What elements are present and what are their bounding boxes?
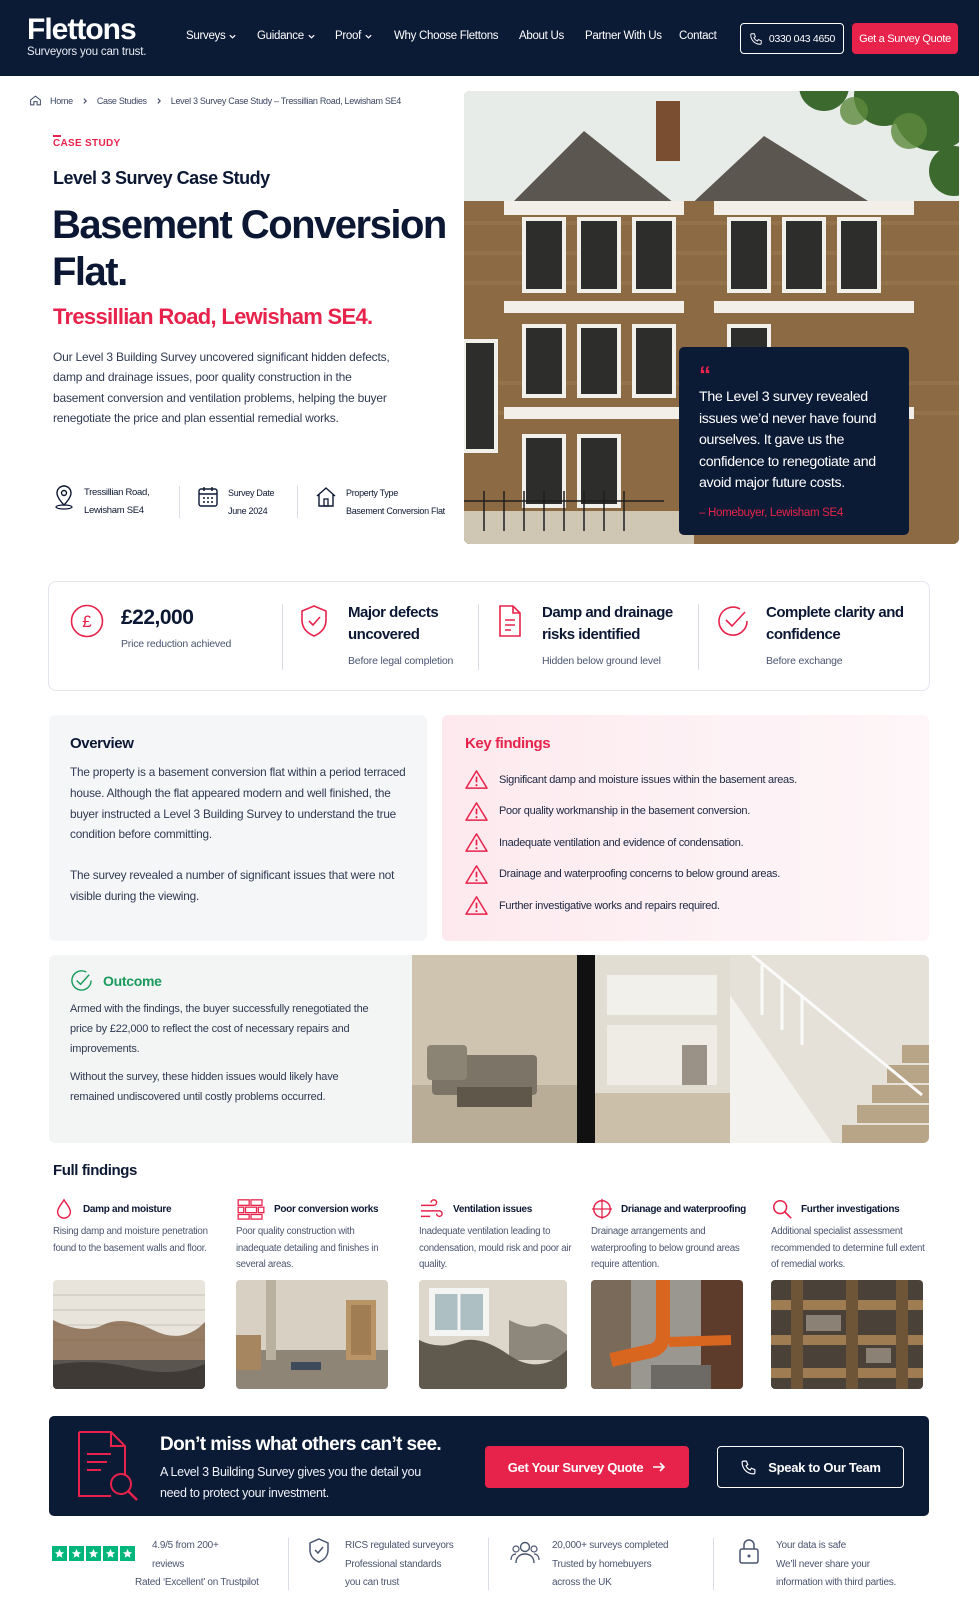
stats-bar — [48, 581, 930, 691]
logo-tagline: Surveyors you can trust. — [27, 46, 147, 58]
chevron-right-icon — [81, 97, 89, 105]
logo[interactable] — [27, 14, 146, 58]
phone-number: 0330 043 4650 — [768, 32, 836, 45]
home-icon[interactable] — [29, 94, 42, 107]
overview-paragraph-1: The property is a basement conversion flat within a period terraced house. Although the flat appeared modern and well finished, the buyer instructed a Level 3 Building Survey to understand the true condition before committing. — [70, 765, 406, 842]
finding-card-conversion — [236, 1198, 394, 1389]
full-findings-heading: Full findings — [53, 1162, 137, 1179]
stat-title: Major defects uncovered — [348, 604, 439, 643]
finding-desc: Rising damp and moisture penetration found to the basement walls and floor. — [53, 1226, 208, 1254]
drain-pipe-photo — [591, 1280, 743, 1389]
nav-label: Contact — [679, 30, 717, 42]
rating-line1: 4.9/5 from 200+ — [152, 1540, 219, 1551]
warning-icon — [465, 864, 488, 885]
outcome-heading-text: Outcome — [103, 972, 162, 989]
chevron-down-icon — [228, 32, 237, 41]
stat-title: Damp and drainage risks identified — [542, 604, 673, 643]
testimonial-text: The Level 3 survey revealed issues we’d never have found ourselves. It gave us the confidence to renegotiate and avoid major future costs. — [699, 389, 877, 491]
phone-button[interactable] — [740, 23, 844, 54]
nav-label: Proof — [335, 30, 361, 42]
trust-surveys — [552, 1537, 668, 1593]
nav-contact[interactable] — [679, 30, 717, 42]
key-finding-item — [465, 827, 906, 859]
nav-about[interactable] — [519, 30, 564, 42]
stat-sub: Hidden below ground level — [542, 655, 661, 667]
outcome-paragraph-2: Without the survey, these hidden issues would likely have remained undiscovered until costly problems occurred. — [70, 1071, 339, 1104]
breadcrumb-case-studies[interactable]: Case Studies — [96, 95, 147, 106]
check-circle-icon — [716, 604, 750, 638]
breadcrumb-current: Level 3 Survey Case Study – Tressillian Road, Lewisham SE4 — [170, 95, 401, 106]
divider — [488, 1538, 489, 1590]
key-finding-text: Significant damp and moisture issues within the basement areas. — [499, 773, 797, 786]
divider — [478, 604, 479, 670]
check-circle-icon — [70, 969, 93, 992]
phone-icon — [749, 32, 763, 46]
page-subtitle: Level 3 Survey Case Study — [53, 168, 270, 188]
overview-panel — [49, 715, 427, 941]
speak-to-team-button[interactable] — [717, 1446, 904, 1488]
finding-desc: Inadequate ventilation leading to condensation, mould risk and poor air quality. — [419, 1226, 572, 1270]
nav-label: Guidance — [257, 30, 304, 42]
trust-data — [776, 1537, 896, 1593]
shield-check-icon — [307, 1537, 331, 1563]
nav-label: About Us — [519, 30, 564, 42]
finding-title: Ventilation issues — [453, 1203, 533, 1215]
meta-location — [52, 484, 149, 520]
cta-banner — [49, 1416, 929, 1516]
breadcrumb — [29, 94, 401, 107]
chevron-down-icon — [364, 32, 373, 41]
breadcrumb-home[interactable]: Home — [50, 95, 73, 106]
key-findings-heading: Key findings — [465, 735, 551, 752]
nav-label: Why Choose Flettons — [394, 30, 499, 42]
quote-mark-icon: “ — [699, 362, 711, 389]
finding-title: Poor conversion works — [274, 1203, 379, 1215]
chevron-down-icon — [307, 32, 316, 41]
key-finding-item — [465, 796, 906, 828]
key-finding-item — [465, 859, 906, 891]
key-finding-item — [465, 764, 906, 796]
nav-partner[interactable] — [585, 30, 662, 42]
surveys-line1: 20,000+ surveys completed — [552, 1540, 669, 1551]
damp-wall-photo — [53, 1280, 205, 1389]
trustpilot-stars — [52, 1546, 135, 1561]
outcome-heading — [70, 969, 380, 992]
testimonial-attribution: – Homebuyer, Lewisham SE4 — [699, 506, 843, 519]
property-type-label: Property Type — [346, 488, 398, 498]
trustpilot-rated: Rated ‘Excellent’ on Trustpilot — [135, 1577, 259, 1588]
floor-joists-photo — [771, 1280, 923, 1389]
rating-line2: reviews — [152, 1558, 185, 1570]
finding-card-ventilation — [419, 1198, 577, 1389]
intro-text: Our Level 3 Building Survey uncovered significant hidden defects, damp and drainage issues, poor quality construction in the basement conversion and ventilation problems, helping the buyer renegotiate the price and plan essential remedial works. — [53, 350, 390, 425]
location-line2: Lewisham SE4 — [84, 505, 144, 516]
warning-icon — [465, 801, 488, 822]
star-icon — [69, 1546, 84, 1561]
document-icon — [496, 604, 530, 638]
nav-why-choose[interactable] — [394, 30, 498, 42]
calendar-icon — [196, 484, 220, 510]
pound-icon — [70, 604, 104, 638]
outcome-panel — [49, 955, 929, 1143]
key-finding-item — [465, 890, 906, 922]
cta-primary-label: Get Your Survey Quote — [507, 1459, 644, 1475]
stat-damp-drainage — [542, 602, 682, 667]
nav-guidance[interactable] — [257, 30, 316, 42]
surveys-line2: Trusted by homebuyers — [552, 1558, 652, 1570]
survey-date-label: Survey Date — [228, 488, 275, 498]
location-line1: Tressillian Road, — [84, 487, 150, 498]
rics-line2: Professional standards — [345, 1558, 442, 1570]
finding-title: Drianage and waterproofing — [621, 1203, 746, 1215]
data-line2: We’ll never share your — [776, 1558, 870, 1570]
svg-text:£: £ — [82, 612, 92, 631]
get-survey-quote-button[interactable] — [485, 1446, 689, 1488]
mould-window-photo — [419, 1280, 567, 1389]
finding-card-investigations — [771, 1198, 929, 1389]
star-icon — [86, 1546, 101, 1561]
cta-heading: Don’t miss what others can’t see. — [160, 1434, 442, 1455]
divider — [698, 604, 699, 670]
house-icon — [314, 484, 338, 510]
property-address: Tressillian Road, Lewisham SE4. — [53, 304, 373, 329]
wind-icon — [419, 1198, 445, 1220]
survey-date-value: June 2024 — [228, 506, 268, 516]
stat-title: £22,000 — [121, 606, 194, 629]
stat-title: Complete clarity and confidence — [766, 604, 904, 643]
magnifier-icon — [771, 1198, 793, 1220]
get-quote-button[interactable]: Get a Survey Quote — [852, 23, 958, 54]
logo-name: Flettons — [27, 13, 136, 46]
chevron-right-icon — [155, 97, 163, 105]
star-icon — [103, 1546, 118, 1561]
divider — [713, 1538, 714, 1590]
stat-sub: Before exchange — [766, 655, 843, 667]
nav-proof[interactable] — [335, 30, 373, 42]
shield-check-icon — [299, 604, 333, 638]
arrow-right-icon — [652, 1461, 666, 1473]
divider — [282, 604, 283, 670]
map-pin-icon — [52, 484, 76, 510]
divider — [179, 486, 180, 518]
phone-icon — [740, 1459, 757, 1476]
bricks-icon — [236, 1198, 266, 1220]
warning-icon — [465, 895, 488, 916]
meta-survey-date — [196, 484, 274, 520]
lock-icon — [737, 1537, 761, 1565]
rics-line1: RICS regulated surveyors — [345, 1540, 454, 1551]
key-finding-text: Further investigative works and repairs required. — [499, 899, 720, 912]
meta-property-type — [314, 484, 445, 520]
basement-interior-photo — [412, 955, 929, 1143]
drain-icon — [591, 1198, 613, 1220]
finding-card-drainage — [591, 1198, 749, 1389]
finding-title: Further investigations — [801, 1203, 900, 1215]
site-header — [0, 0, 979, 76]
cta-text: A Level 3 Building Survey gives you the detail you need to protect your investment. — [160, 1465, 421, 1500]
nav-surveys[interactable] — [186, 30, 237, 42]
divider — [297, 486, 298, 518]
data-line3: information with third parties. — [776, 1577, 897, 1588]
finding-card-damp — [53, 1198, 211, 1389]
overview-heading: Overview — [70, 735, 134, 752]
data-line1: Your data is safe — [776, 1540, 846, 1551]
report-search-icon — [71, 1430, 141, 1502]
star-icon — [52, 1546, 67, 1561]
key-findings-list — [465, 764, 906, 922]
testimonial-card — [679, 347, 909, 535]
key-finding-text: Inadequate ventilation and evidence of condensation. — [499, 836, 744, 849]
stat-major-defects — [348, 602, 468, 667]
finding-desc: Poor quality construction with inadequate detailing and finishes in several areas. — [236, 1226, 379, 1270]
surveys-line3: across the UK — [552, 1577, 612, 1588]
stat-clarity — [766, 602, 906, 667]
property-type-value: Basement Conversion Flat — [346, 506, 445, 516]
rics-line3: you can trust — [345, 1577, 400, 1588]
stat-sub: Price reduction achieved — [121, 638, 232, 650]
stat-price-reduction — [121, 604, 231, 650]
trust-rating — [152, 1537, 219, 1574]
page-title: Basement Conversion Flat. — [52, 203, 446, 294]
case-study-kicker: CASE STUDY — [53, 138, 121, 149]
nav-label: Partner With Us — [585, 30, 662, 42]
divider — [288, 1538, 289, 1590]
overview-paragraph-2: The survey revealed a number of significant issues that were not visible during the viewing. — [70, 868, 395, 903]
droplet-icon — [53, 1198, 75, 1220]
star-icon — [120, 1546, 135, 1561]
finding-desc: Drainage arrangements and waterproofing to below ground areas require attention. — [591, 1226, 740, 1270]
warning-icon — [465, 832, 488, 853]
conversion-room-photo — [236, 1280, 388, 1389]
trust-rics — [345, 1537, 454, 1593]
finding-desc: Additional specialist assessment recommended to determine full extent of remedial works. — [771, 1226, 925, 1270]
cta-secondary-label: Speak to Our Team — [768, 1459, 881, 1475]
key-finding-text: Poor quality workmanship in the basement conversion. — [499, 805, 750, 818]
key-findings-panel — [442, 715, 929, 941]
outcome-paragraph-1: Armed with the findings, the buyer successfully renegotiated the price by £22,000 to reflect the cost of necessary repairs and improvements. — [70, 1003, 369, 1055]
stat-sub: Before legal completion — [348, 655, 454, 667]
users-icon — [510, 1539, 540, 1565]
key-finding-text: Drainage and waterproofing concerns to below ground areas. — [499, 868, 781, 881]
finding-title: Damp and moisture — [83, 1203, 172, 1215]
warning-icon — [465, 769, 488, 790]
nav-label: Surveys — [186, 30, 226, 42]
